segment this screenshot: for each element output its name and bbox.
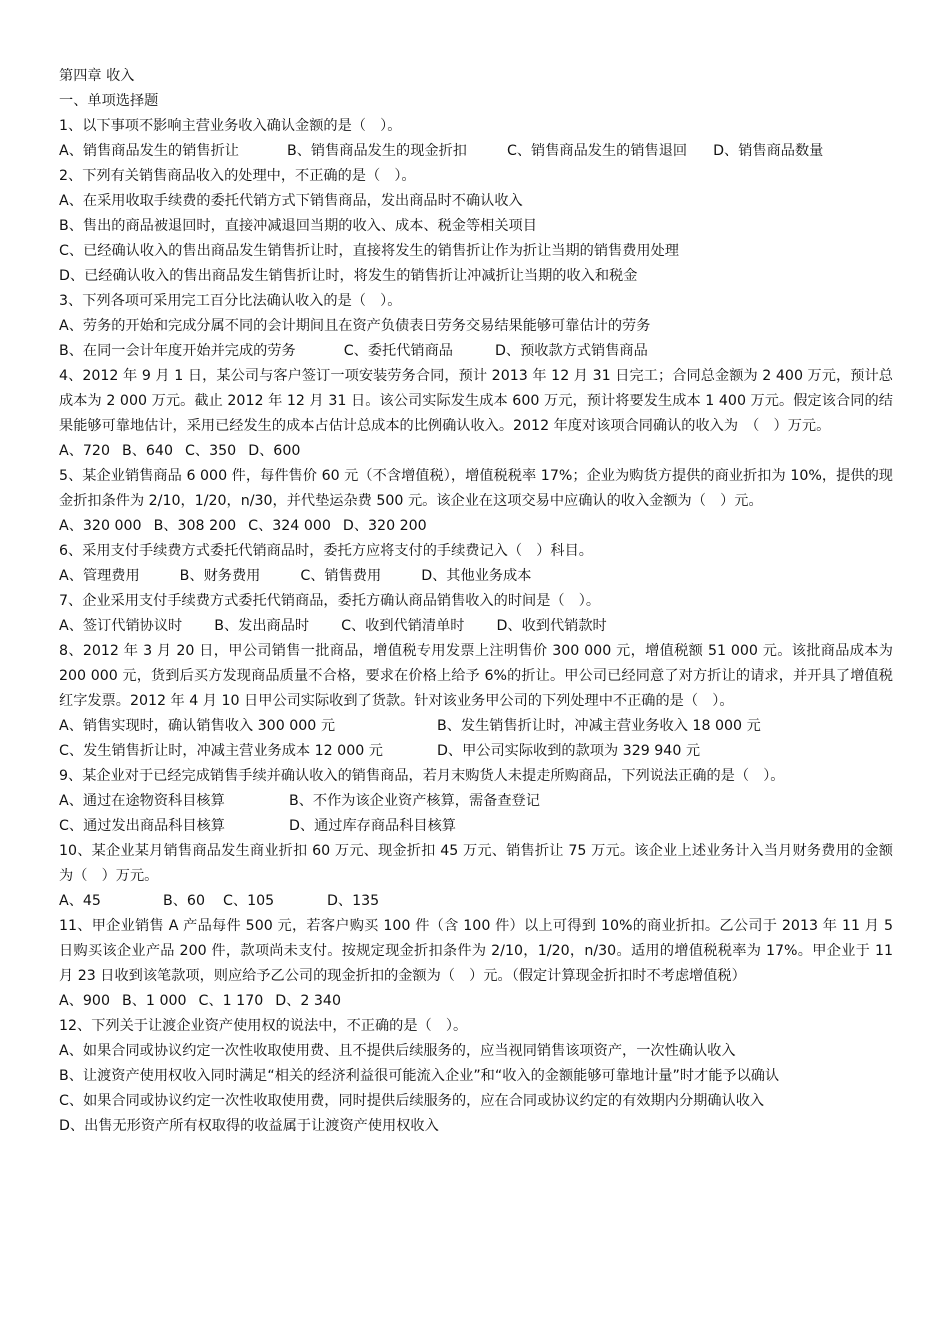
question-7-options bbox=[59, 614, 893, 639]
question-3-options-bcd bbox=[59, 339, 893, 364]
question-3-stem: 3、下列各项可采用完工百分比法确认收入的是（ ）。 bbox=[59, 293, 402, 309]
question-1-option-a: A、销售商品发生的销售折让 bbox=[59, 143, 239, 159]
question-9-option-a: A、通过在途物资科目核算 bbox=[59, 793, 225, 809]
question-2-stem: 2、下列有关销售商品收入的处理中，不正确的是（ ）。 bbox=[59, 168, 416, 184]
question-5-options bbox=[59, 514, 893, 539]
question-6-option-b: B、财务费用 bbox=[179, 568, 261, 584]
question-11-option-d: D、2 340 bbox=[275, 993, 341, 1009]
question-4-option-a: A、720 bbox=[59, 443, 110, 459]
question-10-option-b: B、60 bbox=[163, 893, 205, 909]
question-6-option-a: A、管理费用 bbox=[59, 568, 140, 584]
question-7-option-b: B、发出商品时 bbox=[214, 618, 310, 634]
question-2-option-a: A、在采用收取手续费的委托代销方式下销售商品，发出商品时不确认收入 bbox=[59, 193, 523, 209]
question-8-option-b: B、发生销售折让时，冲减主营业务收入 18 000 元 bbox=[437, 718, 761, 734]
question-2-option-d: D、已经确认收入的售出商品发生销售折让时，将发生的销售折让冲减折让当期的收入和税金 bbox=[59, 268, 638, 284]
section-title: 一、单项选择题 bbox=[59, 93, 159, 109]
question-11-option-b: B、1 000 bbox=[121, 993, 187, 1009]
question-5-stem: 5、某企业销售商品 6 000 件，每件售价 60 元（不含增值税），增值税税率 17%；企业为购货方提供的商业折扣为 10%，提供的现金折扣条件为 2/10，1/20，n/30，并代垫运杂费 500 元。该企业在这项交易中应确认的收入金额为（ ）元。 bbox=[59, 468, 893, 509]
question-4-stem: 4、2012 年 9 月 1 日，某公司与客户签订一项安装劳务合同，预计 2013 年 12 月 31 日完工；合同总金额为 2 400 万元，预计总成本为 2 000 万元。截止 2012 年 12 月 31 日。该公司实际发生成本 600 万元，预计将要发生成本 1 400 万元。假定该合同的结果能够可靠地估计，采用已经发生的成本占估计总成本的比例确认收入。2012 年度对该项合同确认的收入为 （ ）万元。 bbox=[59, 368, 893, 434]
question-8-option-a: A、销售实现时，确认销售收入 300 000 元 bbox=[59, 718, 336, 734]
question-4-option-d: D、600 bbox=[248, 443, 301, 459]
question-10-option-c: C、105 bbox=[223, 893, 275, 909]
question-11-options bbox=[59, 989, 893, 1014]
question-4-option-b: B、640 bbox=[121, 443, 173, 459]
question-1-option-d: D、销售商品数量 bbox=[713, 143, 824, 159]
question-5-option-d: D、320 200 bbox=[342, 518, 427, 534]
question-3-option-a: A、劳务的开始和完成分属不同的会计期间且在资产负债表日劳务交易结果能够可靠估计的劳务 bbox=[59, 318, 651, 334]
question-1-option-b: B、销售商品发生的现金折扣 bbox=[286, 143, 467, 159]
question-10-stem: 10、某企业某月销售商品发生商业折扣 60 万元、现金折扣 45 万元、销售折让 75 万元。该企业上述业务计入当月财务费用的金额为（ ）万元。 bbox=[59, 843, 893, 884]
question-12-option-d: D、出售无形资产所有权取得的收益属于让渡资产使用权收入 bbox=[59, 1118, 439, 1134]
question-9-option-d: D、通过库存商品科目核算 bbox=[289, 818, 456, 834]
question-3-option-b: B、在同一会计年度开始并完成的劳务 bbox=[59, 343, 296, 359]
question-5-option-b: B、308 200 bbox=[153, 518, 237, 534]
question-1-stem: 1、以下事项不影响主营业务收入确认金额的是（ ）。 bbox=[59, 118, 402, 134]
question-5-option-c: C、324 000 bbox=[248, 518, 331, 534]
question-8-stem: 8、2012 年 3 月 20 日，甲公司销售一批商品，增值税专用发票上注明售价 300 000 元，增值税额 51 000 元。该批商品成本为 200 000 元，货到后买方发现商品质量不合格，要求在价格上给予 6%的折让。甲公司已经同意了对方折让的请求，并开具了增值税红字发票。2012 年 4 月 10 日甲公司实际收到了货款。针对该业务甲公司的下列处理中不正确的是（ ）。 bbox=[59, 643, 893, 709]
question-8-options-ab bbox=[59, 714, 893, 739]
question-6-option-d: D、其他业务成本 bbox=[421, 568, 532, 584]
question-8-option-c: C、发生销售折让时，冲减主营业务成本 12 000 元 bbox=[59, 743, 383, 759]
question-12-option-b: B、让渡资产使用权收入同时满足“相关的经济利益很可能流入企业”和“收入的金额能够可靠地计量”时才能予以确认 bbox=[59, 1068, 780, 1084]
question-12-option-c: C、如果合同或协议约定一次性收取使用费，同时提供后续服务的，应在合同或协议约定的有效期内分期确认收入 bbox=[59, 1093, 765, 1109]
question-1-option-c: C、销售商品发生的销售退回 bbox=[506, 143, 688, 159]
question-6-option-c: C、销售费用 bbox=[300, 568, 382, 584]
question-4-option-c: C、350 bbox=[185, 443, 237, 459]
question-12-option-a: A、如果合同或协议约定一次性收取使用费、且不提供后续服务的，应当视同销售该项资产，一次性确认收入 bbox=[59, 1043, 736, 1059]
question-6-options bbox=[59, 564, 893, 589]
question-9-option-c: C、通过发出商品科目核算 bbox=[59, 818, 225, 834]
question-3-option-d: D、预收款方式销售商品 bbox=[494, 343, 648, 359]
question-2-option-b: B、售出的商品被退回时，直接冲减退回当期的收入、成本、税金等相关项目 bbox=[59, 218, 537, 234]
question-9-option-b: B、不作为该企业资产核算，需备查登记 bbox=[289, 793, 540, 809]
question-6-stem: 6、采用支付手续费方式委托代销商品时，委托方应将支付的手续费记入（ ）科目。 bbox=[59, 543, 593, 559]
chapter-title: 第四章 收入 bbox=[59, 68, 135, 84]
question-4-options bbox=[59, 439, 893, 464]
question-8-options-cd bbox=[59, 739, 893, 764]
question-10-option-a: A、45 bbox=[59, 893, 101, 909]
question-8-option-d: D、甲公司实际收到的款项为 329 940 元 bbox=[437, 743, 701, 759]
question-5-option-a: A、320 000 bbox=[59, 518, 142, 534]
question-9-stem: 9、某企业对于已经完成销售手续并确认收入的销售商品，若月末购货人未提走所购商品，下列说法正确的是（ ）。 bbox=[59, 768, 785, 784]
question-9-options-cd bbox=[59, 814, 893, 839]
question-9-options-ab bbox=[59, 789, 893, 814]
question-7-stem: 7、企业采用支付手续费方式委托代销商品，委托方确认商品销售收入的时间是（ ）。 bbox=[59, 593, 601, 609]
question-1-options bbox=[59, 139, 893, 164]
question-7-option-a: A、签订代销协议时 bbox=[59, 618, 183, 634]
question-10-options bbox=[59, 889, 893, 914]
question-2-option-c: C、已经确认收入的售出商品发生销售折让时，直接将发生的销售折让作为折让当期的销售费用处理 bbox=[59, 243, 679, 259]
question-10-option-d: D、135 bbox=[327, 893, 380, 909]
question-3-option-c: C、委托代销商品 bbox=[343, 343, 453, 359]
question-12-stem: 12、下列关于让渡企业资产使用权的说法中，不正确的是（ ）。 bbox=[59, 1018, 468, 1034]
question-11-stem: 11、甲企业销售 A 产品每件 500 元，若客户购买 100 件（含 100 件）以上可得到 10%的商业折扣。乙公司于 2013 年 11 月 5 日购买该企业产品 200 件，款项尚未支付。按规定现金折扣条件为 2/10，1/20，n/30。适用的增值税税率为 17%。甲企业于 11 月 23 日收到该笔款项，则应给予乙公司的现金折扣的金额为（ ）元。（假定计算现金折扣时不考虑增值税） bbox=[59, 918, 893, 984]
question-7-option-c: C、收到代销清单时 bbox=[341, 618, 465, 634]
question-11-option-c: C、1 170 bbox=[198, 993, 264, 1009]
question-11-option-a: A、900 bbox=[59, 993, 110, 1009]
question-7-option-d: D、收到代销款时 bbox=[496, 618, 607, 634]
